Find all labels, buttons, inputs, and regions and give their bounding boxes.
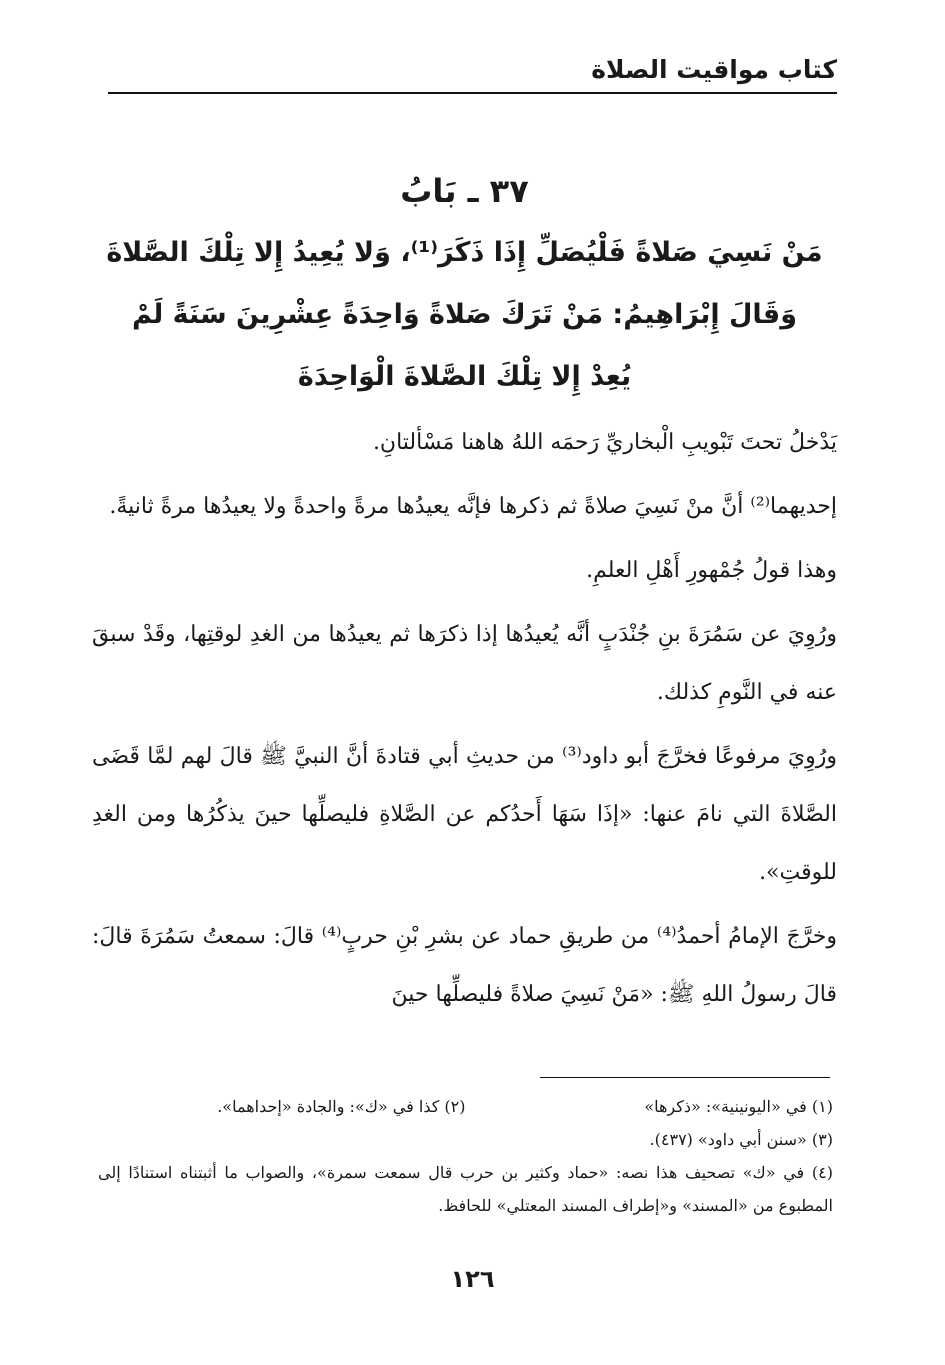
- paragraph-3: وهذا قولُ جُمْهورِ أَهْلِ العلمِ.: [586, 558, 837, 583]
- main-text-block: [92, 160, 837, 1030]
- footnote-separator: [540, 1077, 830, 1078]
- running-title: كتاب مواقيت الصلاة: [591, 55, 837, 84]
- paragraph-5: ورُوِيَ مرفوعًا فخرَّجَ أبو داود⁽³⁾ من حديثِ أبي قتادةَ أنَّ النبيَّ ﷺ قالَ لهم لمَّا قَضَى الصَّلاةَ التي نامَ عنها: «إذَا سَهَا أَحدُكم عن الصَّلاةِ فليصلِّها حينَ يذكُرُها ومن الغدِ للوقتِ».: [92, 744, 837, 885]
- footnote-1: (١) في «اليونينية»: «ذكرها»: [644, 1097, 833, 1116]
- footnote-4: (٤) في «ك» تصحيف هذا نصه: «حماد وكثير بن حرب قال سمعت سمرة»، والصواب ما أثبتناه استنادًا إلى المطبوع من «المسند» و«إطراف المسند المعتلي» للحافظ.: [98, 1163, 833, 1215]
- footnote-row-1: [98, 1090, 833, 1123]
- chapter-heading-line-3: يُعِدْ إِلا تِلْكَ الصَّلاةَ الْوَاحِدَةَ: [297, 361, 632, 392]
- running-header: [108, 52, 837, 94]
- chapter-heading-line-1: مَنْ نَسِيَ صَلاةً فَلْيُصَلِّ إِذَا ذَكَرَ⁽¹⁾، وَلا يُعِيدُ إِلا تِلْكَ الصَّلاةَ: [106, 237, 823, 268]
- paragraph-2: إحديهما⁽²⁾ أنَّ منْ نَسِيَ صلاةً ثم ذكرها فإنَّه يعيدُها مرةً واحدةً ولا يعيدُها مرةً ثانيةً.: [109, 494, 837, 519]
- footnote-3: (٣) «سنن أبي داود» (٤٣٧).: [649, 1130, 833, 1149]
- body-text: [92, 414, 837, 1024]
- paragraph-4: ورُوِيَ عن سَمُرَةَ بنِ جُنْدَبٍ أنَّه يُعيدُها إذا ذكرَها ثم يعيدُها من الغدِ لوقتِها، وقَدْ سبقَ عنه في النَّومِ كذلك.: [92, 622, 837, 705]
- chapter-number: ٣٧ ـ بَابُ: [400, 172, 529, 210]
- page-number: ١٢٦: [450, 1265, 495, 1293]
- footnote-2: (٢) كذا في «ك»: والجادة «إحداهما».: [217, 1097, 466, 1116]
- footnotes: [98, 1090, 833, 1222]
- chapter-heading-line-2: وَقَالَ إِبْرَاهِيمُ: مَنْ تَرَكَ صَلاةً وَاحِدَةً عِشْرِينَ سَنَةً لَمْ: [131, 299, 798, 330]
- paragraph-6: وخرَّجَ الإمامُ أحمدُ⁽⁴⁾ من طريقِ حماد عن بشرِ بْنِ حربٍ⁽⁴⁾ قالَ: سمعتُ سَمُرَةَ قالَ: قالَ رسولُ اللهِ ﷺ: «مَنْ نَسِيَ صلاةً فليصلِّها حينَ: [92, 924, 838, 1007]
- paragraph-1: يَدْخلُ تحتَ تَبْويبِ الْبخاريِّ رَحمَه اللهُ هاهنا مَسْألتانِ.: [372, 430, 837, 455]
